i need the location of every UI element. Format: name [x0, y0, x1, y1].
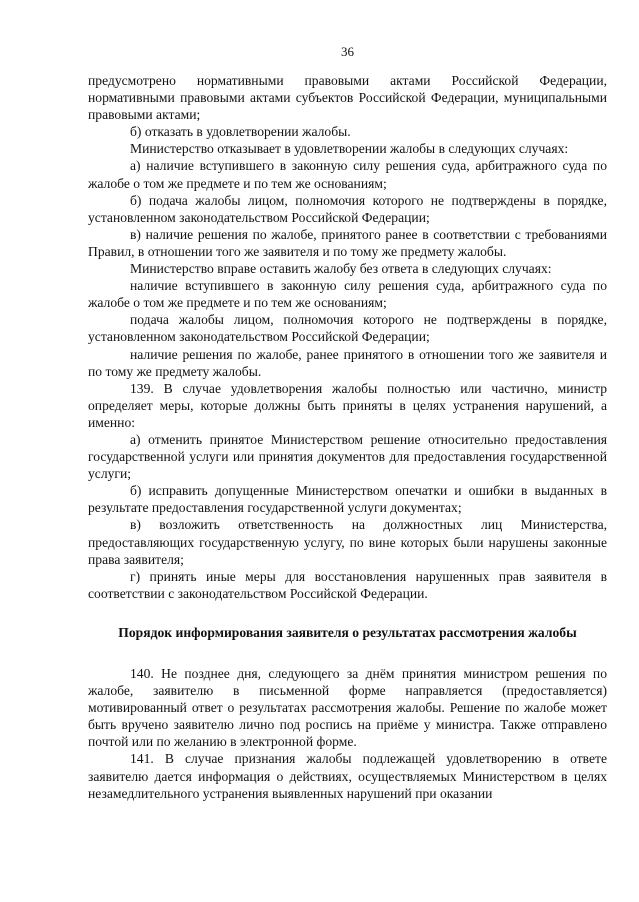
paragraph: б) подача жалобы лицом, полномочия которого не подтверждены в порядке, установленном законодательством Российской Федерации;: [88, 192, 607, 225]
paragraphs-after: [88, 665, 607, 802]
paragraph: а) отменить принятое Министерством решение относительно предоставления государственной услуги или принятия документов для предоставления государственной услуги;: [88, 431, 607, 482]
paragraph: 140. Не позднее дня, следующего за днём принятия министром решения по жалобе, заявителю в письменной форме направляется (предоставляется) мотивированный ответ о результатах рассмотрения жалобы. Решение по жалобе может быть вручено заявителю лично под роспись на приёме у министра. Также отправлено почтой или по желанию в электронной форме.: [88, 666, 607, 750]
paragraph: наличие вступившего в законную силу решения суда, арбитражного суда по жалобе о том же предмете и по тем же основаниям;: [88, 278, 607, 311]
paragraph: предусмотрено нормативными правовыми актами Российской Федерации, нормативными правовыми актами субъектов Российской Федерации, муниципальными правовыми актами;: [88, 73, 607, 123]
paragraph: 141. В случае признания жалобы подлежащей удовлетворению в ответе заявителю дается информация о действиях, осуществляемых Министерством в целях незамедлительного устранения выявленных нарушений при оказании: [88, 751, 607, 801]
paragraph: а) наличие вступившего в законную силу решения суда, арбитражного суда по жалобе о том же предмете и по тем же основаниям;: [88, 158, 607, 191]
paragraph: г) принять иные меры для восстановления нарушенных прав заявителя в соответствии с законодательством Российской Федерации.: [88, 568, 607, 601]
paragraph: 139. В случае удовлетворения жалобы полностью или частично, министр определяет меры, которые должны быть приняты в целях устранения нарушений, а именно:: [88, 380, 607, 430]
paragraph: в) наличие решения по жалобе, принятого ранее в соответствии с требованиями Правил, в отношении того же заявителя и по тому же предмету жалобы.: [88, 226, 607, 259]
paragraph: Министерство вправе оставить жалобу без ответа в следующих случаях:: [130, 261, 552, 277]
paragraph: Министерство отказывает в удовлетворении жалобы в следующих случаях:: [130, 141, 569, 157]
paragraph: б) исправить допущенные Министерством опечатки и ошибки в выданных в результате предоставления государственной услуги документах;: [88, 483, 607, 516]
paragraph: в) возложить ответственность на должностных лиц Министерства, предоставляющих государственную услугу, по вине которых были нарушены законные права заявителя;: [88, 517, 607, 567]
paragraph: наличие решения по жалобе, ранее принятого в отношении того же заявителя и по тому же предмету жалобы.: [88, 346, 607, 379]
paragraph: подача жалобы лицом, полномочия которого не подтверждены в порядке, установленном законодательством Российской Федерации;: [88, 312, 607, 345]
paragraph: б) отказать в удовлетворении жалобы.: [130, 124, 351, 140]
page-number: 36: [341, 44, 354, 59]
body-text: [88, 72, 607, 802]
section-heading: Порядок информирования заявителя о результатах рассмотрения жалобы: [118, 624, 577, 640]
paragraphs-before: [88, 72, 607, 602]
